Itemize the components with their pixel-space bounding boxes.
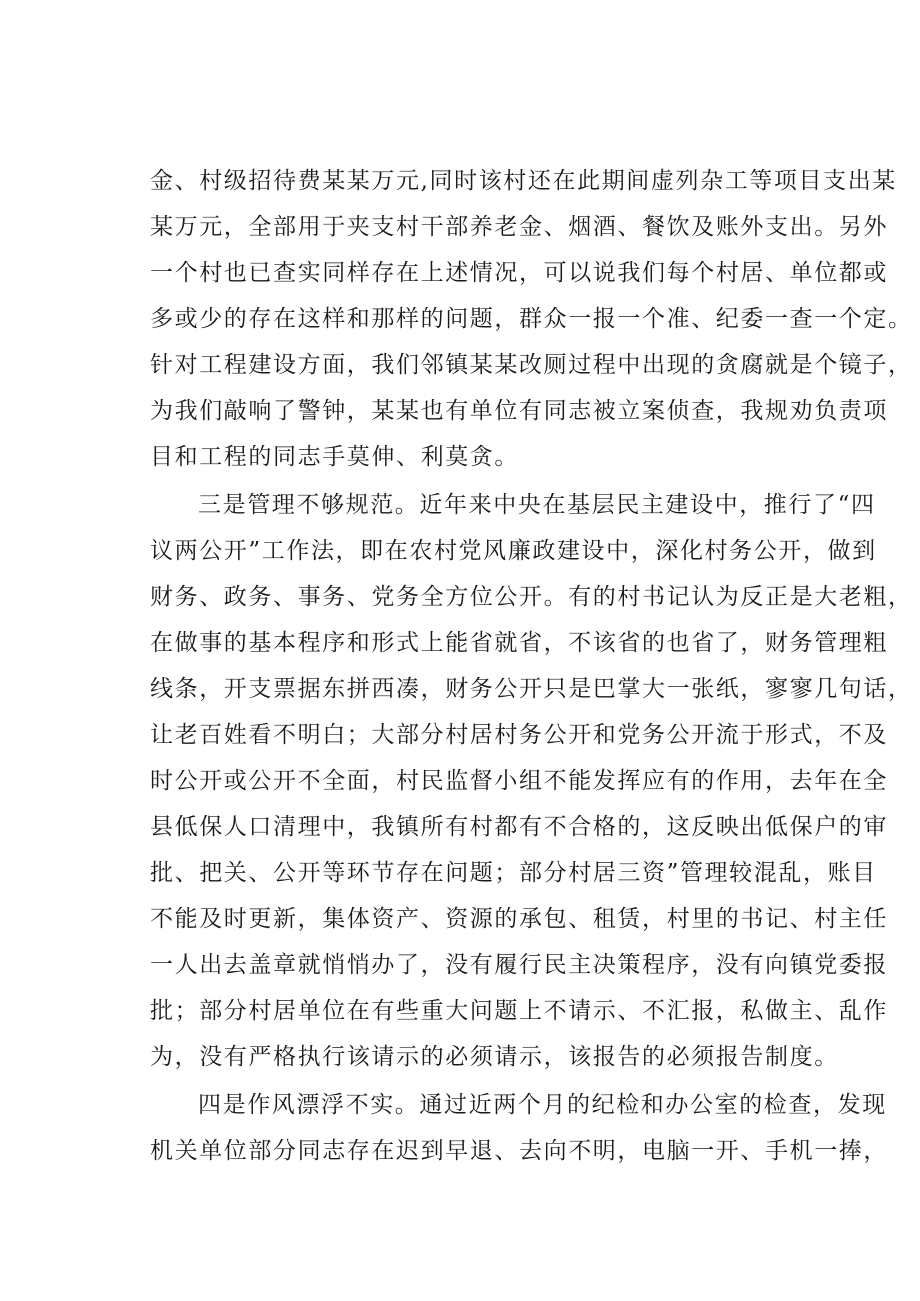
text-line: 时公开或公开不全面，村民监督小组不能发挥应有的作用，去年在全: [150, 768, 888, 794]
text-line: 县低保人口清理中，我镇所有村都有不合格的，这反映出低保户的审: [150, 814, 888, 840]
text-line: 议两公开”工作法，即在农村党风廉政建设中，深化村务公开，做到: [150, 538, 877, 564]
text-line: 一个村也已查实同样存在上述情况，可以说我们每个村居、单位都或: [150, 260, 888, 286]
text-line: 让老百姓看不明白；大部分村居村务公开和党务公开流于形式，不及: [150, 722, 888, 748]
text-line: 某万元，全部用于夹支村干部养老金、烟酒、餐饮及账外支出。另外: [150, 214, 888, 240]
text-line: 金、村级招待费某某万元,同时该村还在此期间虚列杂工等项目支出某: [150, 168, 897, 194]
text-line: 线条，开支票据东拼西凑，财务公开只是巴掌大一张纸，寥寥几句话，: [150, 676, 913, 702]
text-line: 针对工程建设方面，我们邻镇某某改厕过程中出现的贪腐就是个镜子，: [150, 352, 913, 378]
text-line: 三是管理不够规范。近年来中央在基层民主建设中，推行了“四: [198, 492, 876, 518]
text-line: 财务、政务、事务、党务全方位公开。有的村书记认为反正是大老粗，: [150, 584, 913, 610]
text-line: 多或少的存在这样和那样的问题，群众一报一个准、纪委一查一个定。: [150, 306, 913, 332]
text-line: 一人出去盖章就悄悄办了，没有履行民主决策程序，没有向镇党委报: [150, 952, 888, 978]
text-line: 四是作风漂浮不实。通过近两个月的纪检和办公室的检查，发现: [198, 1092, 887, 1118]
text-line: 批、把关、公开等环节存在问题；部分村居三资”管理较混乱，账目: [150, 860, 877, 886]
text-line: 不能及时更新，集体资产、资源的承包、租赁，村里的书记、村主任: [150, 906, 888, 932]
text-line: 在做事的基本程序和形式上能省就省，不该省的也省了，财务管理粗: [150, 630, 888, 656]
text-line: 为我们敲响了警钟，某某也有单位有同志被立案侦查，我规劝负责项: [150, 398, 888, 424]
text-line: 为，没有严格执行该请示的必须请示，该报告的必须报告制度。: [150, 1044, 839, 1070]
text-line: 机关单位部分同志存在迟到早退、去向不明，电脑一开、手机一捧，: [150, 1138, 888, 1164]
text-line: 批；部分村居单位在有些重大问题上不请示、不汇报，私做主、乱作: [150, 998, 888, 1024]
text-line: 目和工程的同志手莫伸、利莫贪。: [150, 444, 519, 470]
